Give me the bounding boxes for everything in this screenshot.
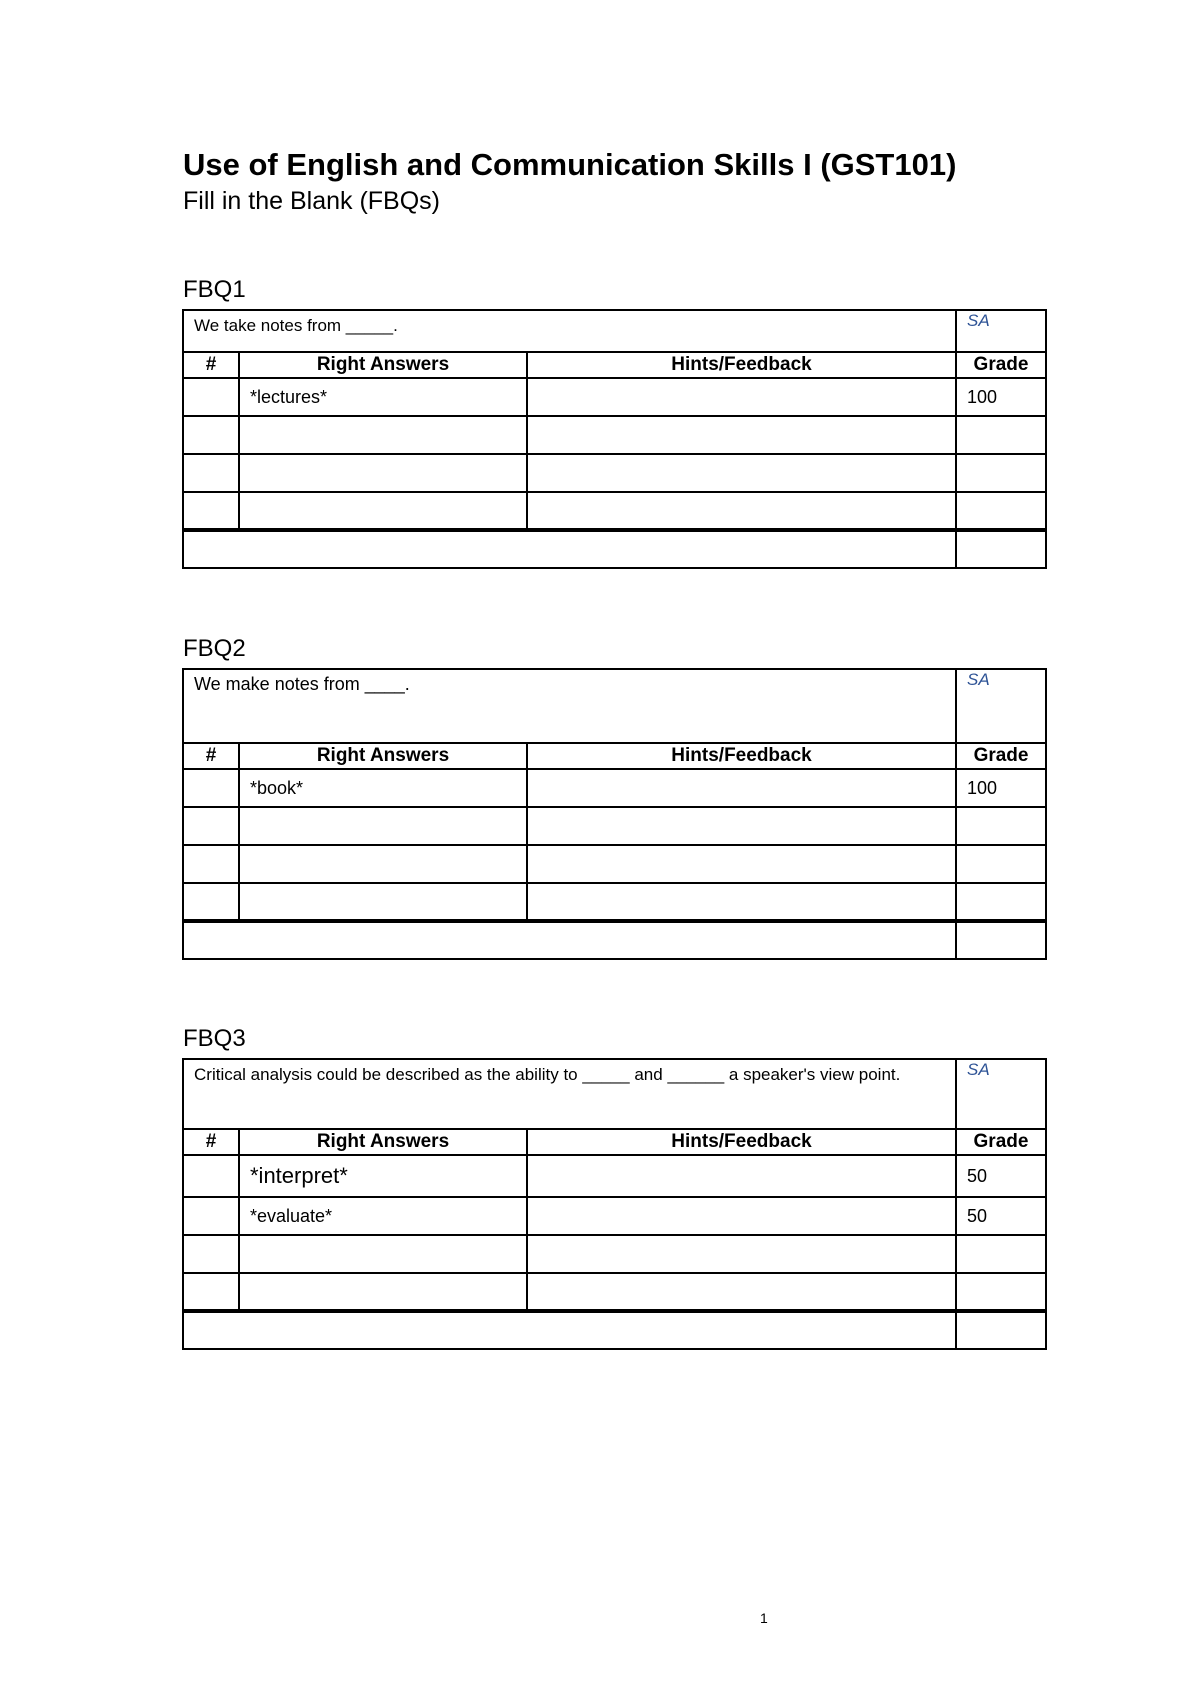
fbq3-type-badge: SA xyxy=(956,1059,1046,1129)
footer-cell xyxy=(183,1311,956,1349)
answer-cell: *lectures* xyxy=(239,378,527,416)
grade-cell xyxy=(956,454,1046,492)
fbq1-heading: FBQ1 xyxy=(183,276,246,303)
header-right-answers: Right Answers xyxy=(239,743,527,769)
grade-cell xyxy=(956,1235,1046,1273)
header-right-answers: Right Answers xyxy=(239,1129,527,1155)
grade-cell: 50 xyxy=(956,1155,1046,1197)
header-hints-feedback: Hints/Feedback xyxy=(527,352,956,378)
answer-number-cell xyxy=(183,416,239,454)
answer-number-cell xyxy=(183,807,239,845)
footer-grade-cell xyxy=(956,921,1046,959)
footer-grade-cell xyxy=(956,530,1046,568)
footer-cell xyxy=(183,530,956,568)
header-grade: Grade xyxy=(956,743,1046,769)
answer-cell xyxy=(239,492,527,530)
answer-number-cell xyxy=(183,378,239,416)
answer-cell xyxy=(239,416,527,454)
hint-cell xyxy=(527,807,956,845)
hint-cell xyxy=(527,845,956,883)
footer-cell xyxy=(183,921,956,959)
fbq2-type-badge: SA xyxy=(956,669,1046,743)
answer-cell: *interpret* xyxy=(239,1155,527,1197)
hint-cell xyxy=(527,378,956,416)
grade-cell xyxy=(956,416,1046,454)
answer-number-cell xyxy=(183,1235,239,1273)
hint-cell xyxy=(527,492,956,530)
answer-cell xyxy=(239,454,527,492)
header-number: # xyxy=(183,352,239,378)
grade-cell xyxy=(956,807,1046,845)
fbq2-heading: FBQ2 xyxy=(183,635,246,662)
grade-cell xyxy=(956,1273,1046,1311)
answer-cell xyxy=(239,1273,527,1311)
answer-cell xyxy=(239,845,527,883)
header-number: # xyxy=(183,743,239,769)
grade-cell: 100 xyxy=(956,769,1046,807)
page-title: Use of English and Communication Skills I (GST101) xyxy=(183,147,957,182)
hint-cell xyxy=(527,769,956,807)
answer-cell xyxy=(239,883,527,921)
hint-cell xyxy=(527,1273,956,1311)
hint-cell xyxy=(527,883,956,921)
answer-cell xyxy=(239,1235,527,1273)
answer-cell xyxy=(239,807,527,845)
hint-cell xyxy=(527,1235,956,1273)
fbq1-question: We take notes from _____. xyxy=(183,310,956,352)
header-grade: Grade xyxy=(956,1129,1046,1155)
answer-cell: *evaluate* xyxy=(239,1197,527,1235)
answer-number-cell xyxy=(183,845,239,883)
grade-cell xyxy=(956,883,1046,921)
answer-number-cell xyxy=(183,769,239,807)
header-hints-feedback: Hints/Feedback xyxy=(527,743,956,769)
page-number: 1 xyxy=(760,1610,768,1626)
page-subtitle: Fill in the Blank (FBQs) xyxy=(183,187,441,215)
header-right-answers: Right Answers xyxy=(239,352,527,378)
answer-number-cell xyxy=(183,1155,239,1197)
footer-grade-cell xyxy=(956,1311,1046,1349)
header-number: # xyxy=(183,1129,239,1155)
hint-cell xyxy=(527,1197,956,1235)
grade-cell: 100 xyxy=(956,378,1046,416)
header-grade: Grade xyxy=(956,352,1046,378)
answer-number-cell xyxy=(183,492,239,530)
fbq2-table xyxy=(182,668,1047,960)
answer-number-cell xyxy=(183,883,239,921)
grade-cell: 50 xyxy=(956,1197,1046,1235)
hint-cell xyxy=(527,454,956,492)
fbq1-type-badge: SA xyxy=(956,310,1046,352)
header-hints-feedback: Hints/Feedback xyxy=(527,1129,956,1155)
fbq2-question: We make notes from ____. xyxy=(183,669,956,743)
fbq1-table xyxy=(182,309,1047,569)
fbq3-question: Critical analysis could be described as the ability to _____ and ______ a speaker's view point. xyxy=(183,1059,956,1129)
fbq3-table xyxy=(182,1058,1047,1350)
answer-cell: *book* xyxy=(239,769,527,807)
answer-number-cell xyxy=(183,454,239,492)
answer-number-cell xyxy=(183,1273,239,1311)
hint-cell xyxy=(527,1155,956,1197)
grade-cell xyxy=(956,845,1046,883)
grade-cell xyxy=(956,492,1046,530)
hint-cell xyxy=(527,416,956,454)
answer-number-cell xyxy=(183,1197,239,1235)
fbq3-heading: FBQ3 xyxy=(183,1025,246,1052)
